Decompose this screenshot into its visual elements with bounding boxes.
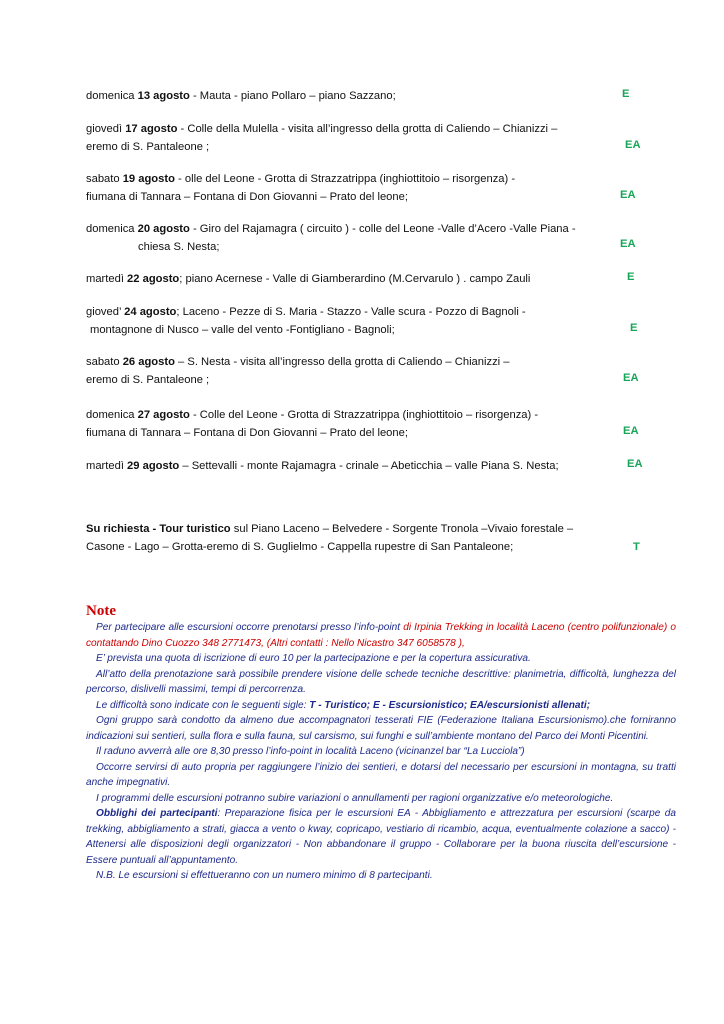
event-item xyxy=(86,303,646,339)
note-difficulty xyxy=(86,698,676,714)
event-day: gioved’ xyxy=(86,306,125,318)
difficulty-badge: EA xyxy=(623,372,639,384)
event-date: 27 agosto xyxy=(137,409,190,421)
event-item xyxy=(86,87,646,105)
event-item xyxy=(86,353,646,389)
difficulty-badge: E xyxy=(627,271,635,283)
note-minimum: N.B. Le escursioni si effettueranno con un numero minimo di 8 partecipanti. xyxy=(96,870,433,881)
note-text: : Preparazione fisica per le escursioni EA - Abbigliamento e attrezzatura per escursioni (scarpe da trekking, abbigliamento a strati, giacca a vento o kway, copricapo, vestiario di ricambio, acqua, eventualmente colazione a sacco) - Attenersi alle disposizioni degli organizzatori - Non abbandonare il gruppo - Collaborare per la buona riuscita dell’escursione - Essere puntuali all’appuntamento. xyxy=(86,808,676,866)
event-day: domenica xyxy=(86,223,138,235)
event-day: martedì xyxy=(86,273,128,285)
event-day: domenica xyxy=(86,409,138,421)
tour-description: sul Piano Laceno – Belvedere - Sorgente Tronola –Vivaio forestale – xyxy=(230,523,574,535)
event-line-1 xyxy=(86,170,646,188)
note-changes: I programmi delle escursioni potranno subire variazioni o annullamenti per ragioni organizzative e/o meteorologiche. xyxy=(96,792,614,804)
event-item xyxy=(86,170,646,206)
event-description: ; piano Acernese - Valle di Giamberardino (M.Cervarulo ) . campo Zauli xyxy=(179,273,531,285)
event-date: 17 agosto xyxy=(125,123,178,135)
event-line-1 xyxy=(86,457,646,475)
event-date: 29 agosto xyxy=(127,460,180,472)
event-line-1 xyxy=(86,87,646,105)
tour-line-1 xyxy=(86,520,646,538)
event-item xyxy=(86,120,646,156)
tour-line-2: Casone - Lago – Grotta-eremo di S. Guglielmo - Cappella rupestre di San Pantaleone; xyxy=(86,541,514,553)
event-item xyxy=(86,270,646,288)
event-line-1 xyxy=(86,120,646,138)
event-date: 20 agosto xyxy=(137,223,190,235)
event-description: - Colle della Mulella - visita all’ingresso della grotta di Caliendo – Chianizzi – xyxy=(177,123,558,135)
difficulty-badge: EA xyxy=(625,139,641,151)
note-obligations xyxy=(86,806,676,868)
event-item xyxy=(86,406,646,442)
event-day: martedì xyxy=(86,460,128,472)
note-booking-details: All’atto della prenotazione sarà possibile prendere visione delle schede tecniche descrittive: planimetria, difficoltà, lunghezza del percorso, dislivelli massimi, tempi di percorrenza. xyxy=(86,668,676,695)
event-description: - olle del Leone - Grotta di Strazzatrippa (inghiottitoio – risorgenza) - xyxy=(174,173,516,185)
event-description: – S. Nesta - visita all’ingresso della grotta di Caliendo – Chianizzi – xyxy=(174,356,510,368)
event-line-2: eremo di S. Pantaleone ; xyxy=(86,374,210,386)
note-booking xyxy=(86,620,676,651)
event-date: 24 agosto xyxy=(124,306,177,318)
event-day: sabato xyxy=(86,356,123,368)
note-transport: Occorre servirsi di auto propria per raggiungere l’inizio dei sentieri, e dotarsi del necessario per escursioni in montagna, su tratti anche impegnativi. xyxy=(86,761,676,788)
difficulty-legend: T - Turistico; E - Escursionistico; EA/escursionisti allenati; xyxy=(309,699,591,711)
event-item xyxy=(86,457,646,475)
event-line-2: montagnone di Nusco – valle del vento -Fontigliano - Bagnoli; xyxy=(90,324,395,336)
obligations-label: Obblighi dei partecipanti xyxy=(96,808,218,819)
note-fee: E’ prevista una quota di iscrizione di euro 10 per la partecipazione e per la copertura assicurativa. xyxy=(96,653,531,664)
tour-lead: Su richiesta - Tour turistico xyxy=(86,523,231,535)
event-day: giovedì xyxy=(86,123,126,135)
difficulty-badge: E xyxy=(630,322,638,334)
difficulty-badge: E xyxy=(622,88,630,100)
event-date: 26 agosto xyxy=(122,356,175,368)
difficulty-badge: T xyxy=(633,541,640,553)
note-text: Le difficoltà sono indicate con le seguenti sigle: xyxy=(96,699,310,711)
event-day: sabato xyxy=(86,173,123,185)
event-item xyxy=(86,220,646,256)
note-text: Per partecipare alle escursioni occorre prenotarsi presso l’info-point xyxy=(96,622,404,633)
notes-section xyxy=(86,620,676,884)
difficulty-badge: EA xyxy=(627,458,643,470)
event-date: 22 agosto xyxy=(127,273,180,285)
note-guides: Ogni gruppo sarà condotto da almeno due accompagnatori tesserati FIE (Federazione Italiana Escursionismo).che forniranno indicazioni sui sentieri, sulla flora e sulla fauna, sul carsismo, sui funghi e sull’ambiente montano del Parco dei Monti Picentini. xyxy=(86,715,676,742)
event-line-1 xyxy=(86,220,646,238)
event-description: ; Laceno - Pezze di S. Maria - Stazzo - Valle scura - Pozzo di Bagnoli - xyxy=(176,306,526,318)
notes-title: Note xyxy=(86,603,116,619)
event-description: – Settevalli - monte Rajamagra - crinale – Abeticchia – valle Piana S. Nesta; xyxy=(179,460,559,472)
event-line-2: eremo di S. Pantaleone ; xyxy=(86,141,210,153)
event-description: - Giro del Rajamagra ( circuito ) - colle del Leone -Valle d’Acero -Valle Piana - xyxy=(189,223,576,235)
event-line-1 xyxy=(86,353,646,371)
difficulty-badge: EA xyxy=(620,189,636,201)
event-description: - Colle del Leone - Grotta di Strazzatrippa (inghiottitoio – risorgenza) - xyxy=(189,409,539,421)
event-line-1 xyxy=(86,303,646,321)
difficulty-badge: EA xyxy=(623,425,639,437)
event-line-2: fiumana di Tannara – Fontana di Don Giovanni – Prato del leone; xyxy=(86,427,408,439)
event-date: 19 agosto xyxy=(122,173,175,185)
event-line-1 xyxy=(86,270,646,288)
contact-text: di Irpinia Trekking in località Laceno (centro polifunzionale) o contattando Dino Cuozzo 348 2771473, (Altri contatti : Nello Nicastro 347 6058578 ), xyxy=(86,622,676,649)
event-day: domenica xyxy=(86,90,138,102)
event-line-2: fiumana di Tannara – Fontana di Don Giovanni – Prato del leone; xyxy=(86,191,408,203)
tour-item xyxy=(86,520,646,556)
difficulty-badge: EA xyxy=(620,238,636,250)
event-date: 13 agosto xyxy=(137,90,190,102)
event-line-1 xyxy=(86,406,646,424)
note-meeting: Il raduno avverrà alle ore 8,30 presso l’info-point in località Laceno (vicinanzel bar “La Lucciola”) xyxy=(96,746,525,757)
event-line-2: chiesa S. Nesta; xyxy=(138,241,220,253)
event-description: - Mauta - piano Pollaro – piano Sazzano; xyxy=(189,90,396,102)
